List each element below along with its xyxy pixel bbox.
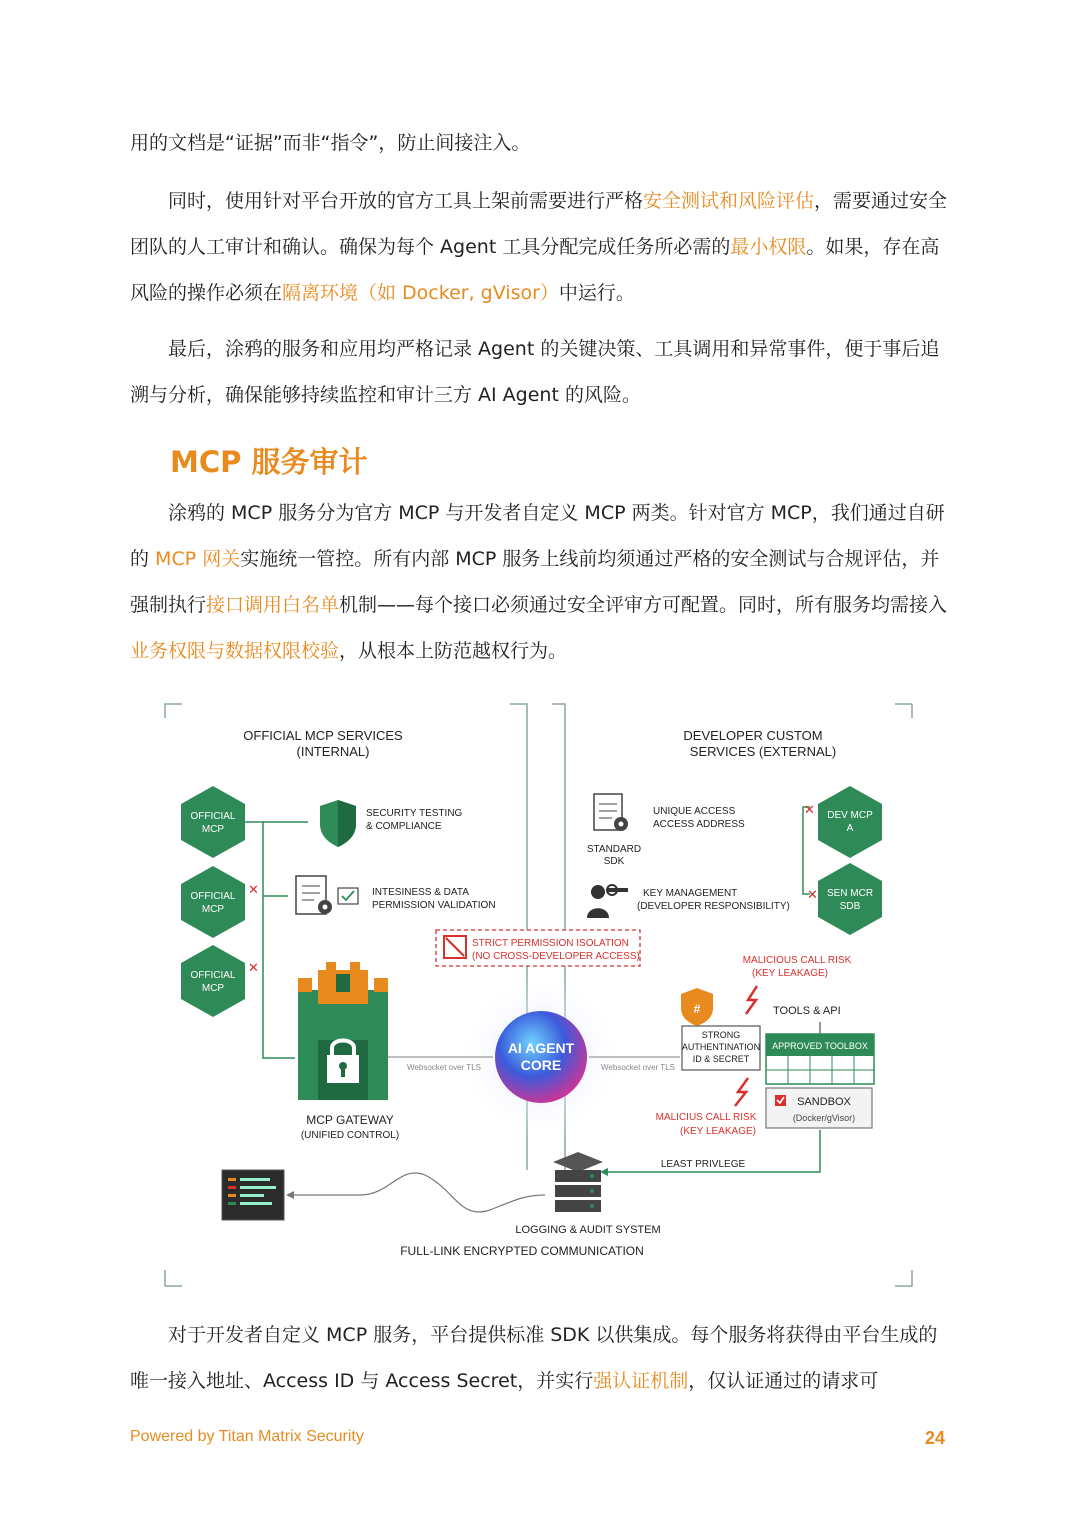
permission-label-2: PERMISSION VALIDATION	[372, 900, 496, 911]
fulllink-label: FULL-LINK ENCRYPTED COMMUNICATION	[400, 1244, 644, 1258]
text: 同时，使用针对平台开放的官方工具上架前需要进行严格	[168, 190, 644, 212]
highlight-strong-auth: 强认证机制	[593, 1370, 689, 1392]
sdk-document-icon	[594, 794, 628, 831]
svg-text:OFFICIAL: OFFICIAL	[190, 891, 236, 902]
sdk-label-2: SDK	[603, 856, 625, 867]
unique-access-label-2: ACCESS ADDRESS	[653, 819, 745, 830]
paragraph-mcp-audit	[130, 490, 952, 674]
text: 机制——每个接口必须通过安全评审方可配置。同时，所有服务均需接入	[339, 594, 948, 616]
highlight-mcp-gateway: MCP 网关	[155, 548, 241, 570]
risk-bottom-label-1: MALICIUS CALL RISK	[655, 1112, 757, 1123]
svg-text:STRONG: STRONG	[701, 1030, 741, 1040]
document-gear-icon	[296, 876, 358, 914]
server-stack-icon	[553, 1152, 603, 1212]
gateway-label-1: MCP GATEWAY	[306, 1113, 394, 1127]
encrypted-link	[294, 1173, 545, 1212]
text: ，仅认证通过的请求可	[688, 1370, 879, 1392]
websocket-right-label: Websocket over TLS	[601, 1063, 675, 1072]
least-privilege-label: LEAST PRIVLEGE	[660, 1159, 746, 1170]
svg-text:MCP: MCP	[201, 983, 225, 994]
x-mark: ✕	[248, 882, 259, 897]
text: ，从根本上防范越权行为。	[339, 640, 568, 662]
sdk-label-1: STANDARD	[586, 844, 642, 855]
permission-label-1: INTESINESS & DATA	[372, 887, 469, 898]
logging-label: LOGGING & AUDIT SYSTEM	[515, 1224, 661, 1236]
key-person-icon	[587, 885, 628, 918]
page-number: 24	[925, 1428, 946, 1448]
text: 涂鸦的 MCP 服务分为官方 MCP 与开发者自定义 MCP 两类。针对官方 MCP，我们通过自研的	[130, 502, 945, 570]
highlight-permission-check: 业务权限与数据权限校验	[130, 640, 340, 662]
official-mcp-hex-1	[181, 786, 245, 858]
svg-text:SDB: SDB	[839, 901, 861, 912]
highlight-isolation: 隔离环境（如 Docker, gVisor）	[282, 282, 559, 304]
svg-text:MCP: MCP	[201, 904, 225, 915]
svg-text:DEV MCP: DEV MCP	[827, 810, 873, 821]
text: 最后，涂鸦的服务和应用均严格记录 Agent 的关键决策、工具调用和异常事件，便于事后追溯与分析，确保能够持续监控和审计三方 AI Agent 的风险。	[130, 338, 940, 406]
approved-toolbox	[766, 1022, 874, 1084]
arrow-head	[286, 1191, 294, 1199]
unique-access-label-1: UNIQUE ACCESS	[653, 806, 736, 817]
svg-text:SEN MCR: SEN MCR	[826, 888, 874, 899]
svg-text:OFFICIAL: OFFICIAL	[190, 970, 236, 981]
strong-auth-box	[682, 1026, 760, 1070]
right-title-1: DEVELOPER CUSTOM	[683, 728, 823, 743]
tools-api-label: TOOLS & API	[773, 1005, 841, 1017]
security-testing-label-2: & COMPLIANCE	[366, 821, 442, 832]
lightning-icon	[746, 986, 757, 1014]
left-title-2: (INTERNAL)	[296, 744, 370, 759]
svg-text:APPROVED TOOLBOX: APPROVED TOOLBOX	[772, 1041, 868, 1051]
official-mcp-hex-2	[181, 866, 245, 938]
x-mark: ✕	[248, 960, 259, 975]
paragraph-developer-mcp	[130, 1312, 952, 1404]
paragraph-logging	[130, 326, 952, 418]
paragraph-intro-tail: 用的文档是“证据”而非“指令”，防止间接注入。	[130, 132, 531, 154]
svg-text:AUTHENTINATION: AUTHENTINATION	[681, 1042, 761, 1052]
highlight-security-testing: 安全测试和风险评估	[643, 190, 815, 212]
security-testing-label-1: SECURITY TESTING	[366, 808, 463, 819]
text: 实施统一管控。所有内部 MCP 服务上线前均须通过严格的安全测试与合规评估，并强制执行	[130, 548, 940, 616]
svg-text:#: #	[693, 1002, 701, 1016]
arrow-head	[600, 1168, 608, 1176]
x-mark: ✕	[807, 887, 818, 902]
svg-text:SANDBOX: SANDBOX	[797, 1096, 851, 1108]
official-mcp-hex-3	[181, 945, 245, 1017]
footer-brand: Powered by Titan Matrix Security	[130, 1428, 364, 1445]
svg-text:(NO CROSS-DEVELOPER ACCESS): (NO CROSS-DEVELOPER ACCESS)	[472, 951, 640, 962]
risk-top-label-2: (KEY LEAKAGE)	[752, 968, 828, 979]
terminal-icon	[222, 1170, 284, 1220]
mcp-architecture-diagram	[160, 700, 920, 1290]
connector-dev	[803, 807, 810, 894]
left-title-1: OFFICIAL MCP SERVICES	[243, 728, 403, 743]
text: 。如果，存在高风险的操作必须在	[130, 236, 940, 304]
core-label-1: AI AGENT	[507, 1040, 575, 1056]
text: ，需要通过安全团队的人工审计和确认。确保为每个 Agent 工具分配完成任务所必需的	[130, 190, 948, 258]
text: 中运行。	[558, 282, 635, 304]
frame-left	[165, 704, 182, 1286]
lightning-icon	[735, 1078, 748, 1106]
orange-shield-icon	[681, 988, 713, 1026]
svg-text:(Docker/gVisor): (Docker/gVisor)	[792, 1113, 856, 1123]
risk-bottom-label-2: (KEY LEAKAGE)	[680, 1126, 756, 1137]
paragraph-security-testing	[130, 178, 952, 316]
sandbox-box	[766, 1088, 872, 1128]
svg-text:STRICT PERMISSION ISOLATION: STRICT PERMISSION ISOLATION	[472, 938, 629, 949]
highlight-whitelist: 接口调用白名单	[206, 594, 340, 616]
shield-icon	[320, 800, 356, 847]
text: 对于开发者自定义 MCP 服务，平台提供标准 SDK 以供集成。每个服务将获得由平台生成的唯一接入地址、Access ID 与 Access Secret，并实行	[130, 1324, 938, 1392]
dev-mcp-hex-a	[818, 786, 882, 858]
risk-top-label-1: MALICIOUS CALL RISK	[742, 955, 852, 966]
websocket-left-label: Websocket over TLS	[407, 1063, 481, 1072]
svg-text:ID & SECRET: ID & SECRET	[692, 1054, 750, 1064]
svg-text:A: A	[846, 823, 854, 834]
frame-right	[895, 704, 912, 1286]
svg-text:OFFICIAL: OFFICIAL	[190, 811, 236, 822]
section-title: MCP 服务审计	[170, 445, 368, 479]
castle-gateway-icon	[298, 962, 388, 1100]
x-mark: ✕	[804, 802, 815, 817]
core-label-2: CORE	[520, 1057, 562, 1073]
dev-mcp-hex-b	[818, 863, 882, 935]
key-management-label-1: KEY MANAGEMENT	[643, 888, 738, 899]
isolation-box	[436, 930, 640, 966]
connector-official	[245, 822, 295, 1058]
right-title-2: SERVICES (EXTERNAL)	[689, 744, 837, 759]
svg-text:MCP: MCP	[201, 824, 225, 835]
gateway-label-2: (UNIFIED CONTROL)	[300, 1130, 400, 1141]
highlight-least-privilege: 最小权限	[730, 236, 807, 258]
key-management-label-2: (DEVELOPER RESPONSIBILITY)	[637, 901, 790, 912]
